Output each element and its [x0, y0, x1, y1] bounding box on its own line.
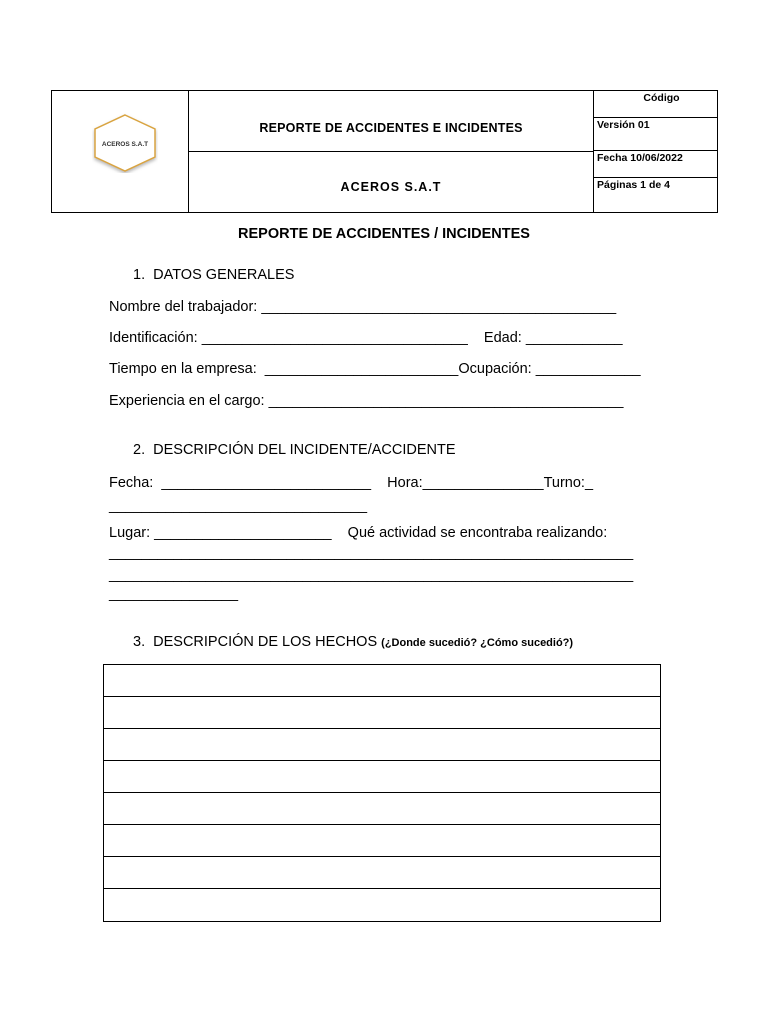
logo-text: ACEROS S.A.T — [101, 141, 149, 148]
actividad-line-3[interactable]: ________________ — [109, 586, 239, 602]
section2-heading: 2. DESCRIPCIÓN DEL INCIDENTE/ACCIDENTE — [133, 442, 456, 458]
section3-heading-text: 3. DESCRIPCIÓN DE LOS HECHOS — [133, 634, 378, 650]
fecha-label: Fecha 10/06/2022 — [594, 151, 717, 178]
hechos-row[interactable] — [104, 857, 660, 889]
section1-heading: 1. DATOS GENERALES — [133, 267, 295, 283]
hechos-row[interactable] — [104, 761, 660, 793]
hechos-table — [103, 664, 661, 922]
document-title: REPORTE DE ACCIDENTES / INCIDENTES — [238, 226, 530, 242]
company-name: ACEROS S.A.T — [340, 180, 442, 194]
hechos-row[interactable] — [104, 665, 660, 697]
lugar-actividad-field[interactable]: Lugar: ______________________ Qué actividad se encontraba realizando: — [109, 525, 608, 541]
header-middle — [189, 91, 594, 212]
header-meta — [594, 91, 717, 212]
experiencia-field[interactable]: Experiencia en el cargo: ____________________________________________ — [109, 393, 624, 409]
identificacion-edad-field[interactable]: Identificación: _________________________________ Edad: ____________ — [109, 330, 623, 346]
section3-heading — [133, 633, 573, 652]
paginas-label: Páginas 1 de 4 — [597, 179, 670, 191]
version-label: Versión 01 — [594, 118, 717, 151]
hechos-row[interactable] — [104, 889, 660, 921]
company-logo — [92, 113, 158, 173]
hechos-row[interactable] — [104, 697, 660, 729]
nombre-field[interactable]: Nombre del trabajador: ____________________________________________ — [109, 299, 617, 315]
header-table — [51, 90, 718, 213]
actividad-line-2[interactable]: _________________________________________________________________ — [109, 567, 634, 583]
codigo-label: Código — [594, 91, 717, 118]
logo-cell — [52, 91, 189, 212]
turno-continuation[interactable]: ________________________________ — [109, 498, 368, 514]
tiempo-ocupacion-field[interactable]: Tiempo en la empresa: ________________________Ocupación: _____________ — [109, 361, 641, 377]
hechos-row[interactable] — [104, 793, 660, 825]
hechos-row[interactable] — [104, 729, 660, 761]
hechos-row[interactable] — [104, 825, 660, 857]
fecha-hora-turno-field[interactable]: Fecha: __________________________ Hora:_______________Turno:_ — [109, 475, 594, 491]
logo-hexagon-icon — [92, 113, 158, 173]
actividad-line-1[interactable]: _________________________________________________________________ — [109, 545, 634, 561]
section3-note: (¿Donde sucedió? ¿Cómo sucedió?) — [381, 637, 574, 649]
report-title: REPORTE DE ACCIDENTES E INCIDENTES — [189, 91, 593, 152]
